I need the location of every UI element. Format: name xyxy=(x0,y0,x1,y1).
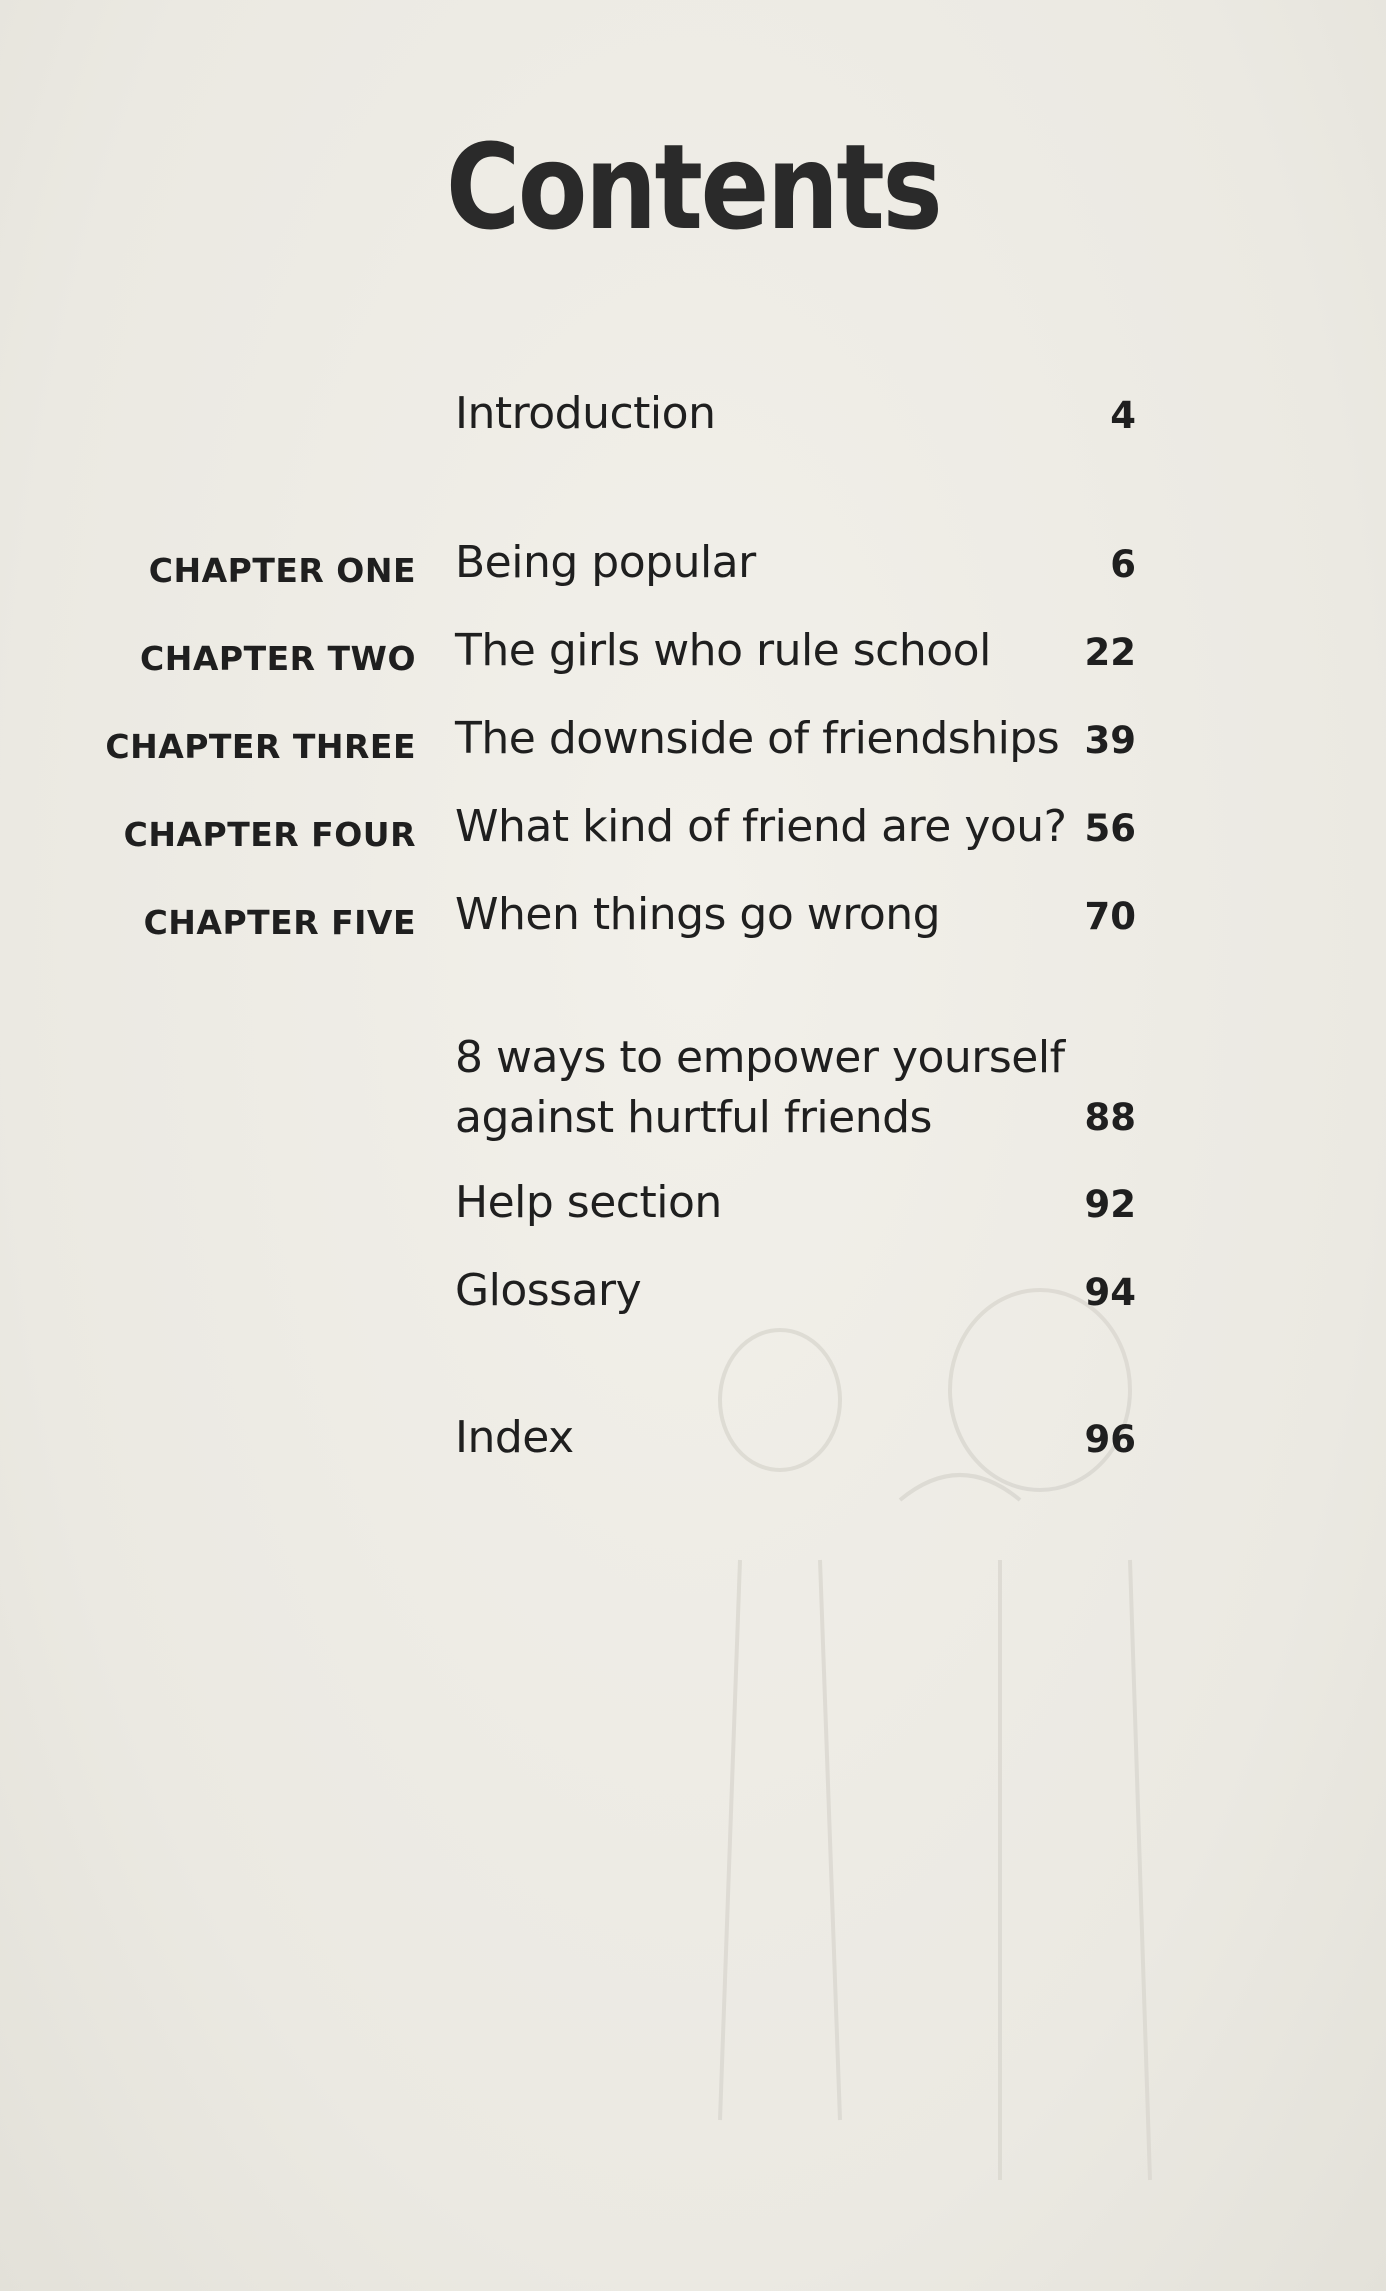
toc-page-number: 96 xyxy=(1084,1418,1136,1461)
toc-row-chapter-two[interactable] xyxy=(0,625,1386,695)
toc-chapter-label: CHAPTER FIVE xyxy=(143,903,416,942)
toc-page-number: 70 xyxy=(1084,895,1136,938)
toc-entry-title: Being popular xyxy=(455,537,756,588)
toc-row-introduction[interactable] xyxy=(0,388,1386,458)
toc-row-empower[interactable] xyxy=(0,1028,1386,1158)
toc-entry-title-line1: 8 ways to empower yourself xyxy=(455,1032,1065,1083)
page-title: Contents xyxy=(445,118,941,256)
toc-entry-title: When things go wrong xyxy=(455,889,941,940)
toc-entry-title: Index xyxy=(455,1412,574,1463)
toc-row-index[interactable] xyxy=(0,1412,1386,1482)
toc-entry-title-line2: against hurtful friends xyxy=(455,1092,932,1143)
toc-page-number: 22 xyxy=(1084,631,1136,674)
toc-entry-title: The girls who rule school xyxy=(455,625,991,676)
toc-row-chapter-three[interactable] xyxy=(0,713,1386,783)
toc-row-chapter-four[interactable] xyxy=(0,801,1386,871)
toc-page-number: 88 xyxy=(1084,1096,1136,1139)
toc-chapter-label: CHAPTER FOUR xyxy=(123,815,416,854)
toc-chapter-label: CHAPTER TWO xyxy=(140,639,416,678)
toc-page-number: 56 xyxy=(1084,807,1136,850)
toc-page-number: 4 xyxy=(1110,394,1136,437)
toc-entry-title: What kind of friend are you? xyxy=(455,801,1067,852)
toc-row-chapter-five[interactable] xyxy=(0,889,1386,959)
toc-row-help-section[interactable] xyxy=(0,1177,1386,1247)
toc-page-number: 6 xyxy=(1110,543,1136,586)
toc-chapter-label: CHAPTER ONE xyxy=(148,551,416,590)
toc-entry-title: The downside of friendships xyxy=(455,713,1060,764)
toc-page-number: 39 xyxy=(1084,719,1136,762)
toc-page-number: 92 xyxy=(1084,1183,1136,1226)
toc-page-number: 94 xyxy=(1084,1271,1136,1314)
toc-row-glossary[interactable] xyxy=(0,1265,1386,1335)
toc-chapter-label: CHAPTER THREE xyxy=(105,727,416,766)
toc-entry-title: Introduction xyxy=(455,388,716,439)
toc-row-chapter-one[interactable] xyxy=(0,537,1386,607)
toc-entry-title: Glossary xyxy=(455,1265,642,1316)
toc-entry-title: Help section xyxy=(455,1177,722,1228)
